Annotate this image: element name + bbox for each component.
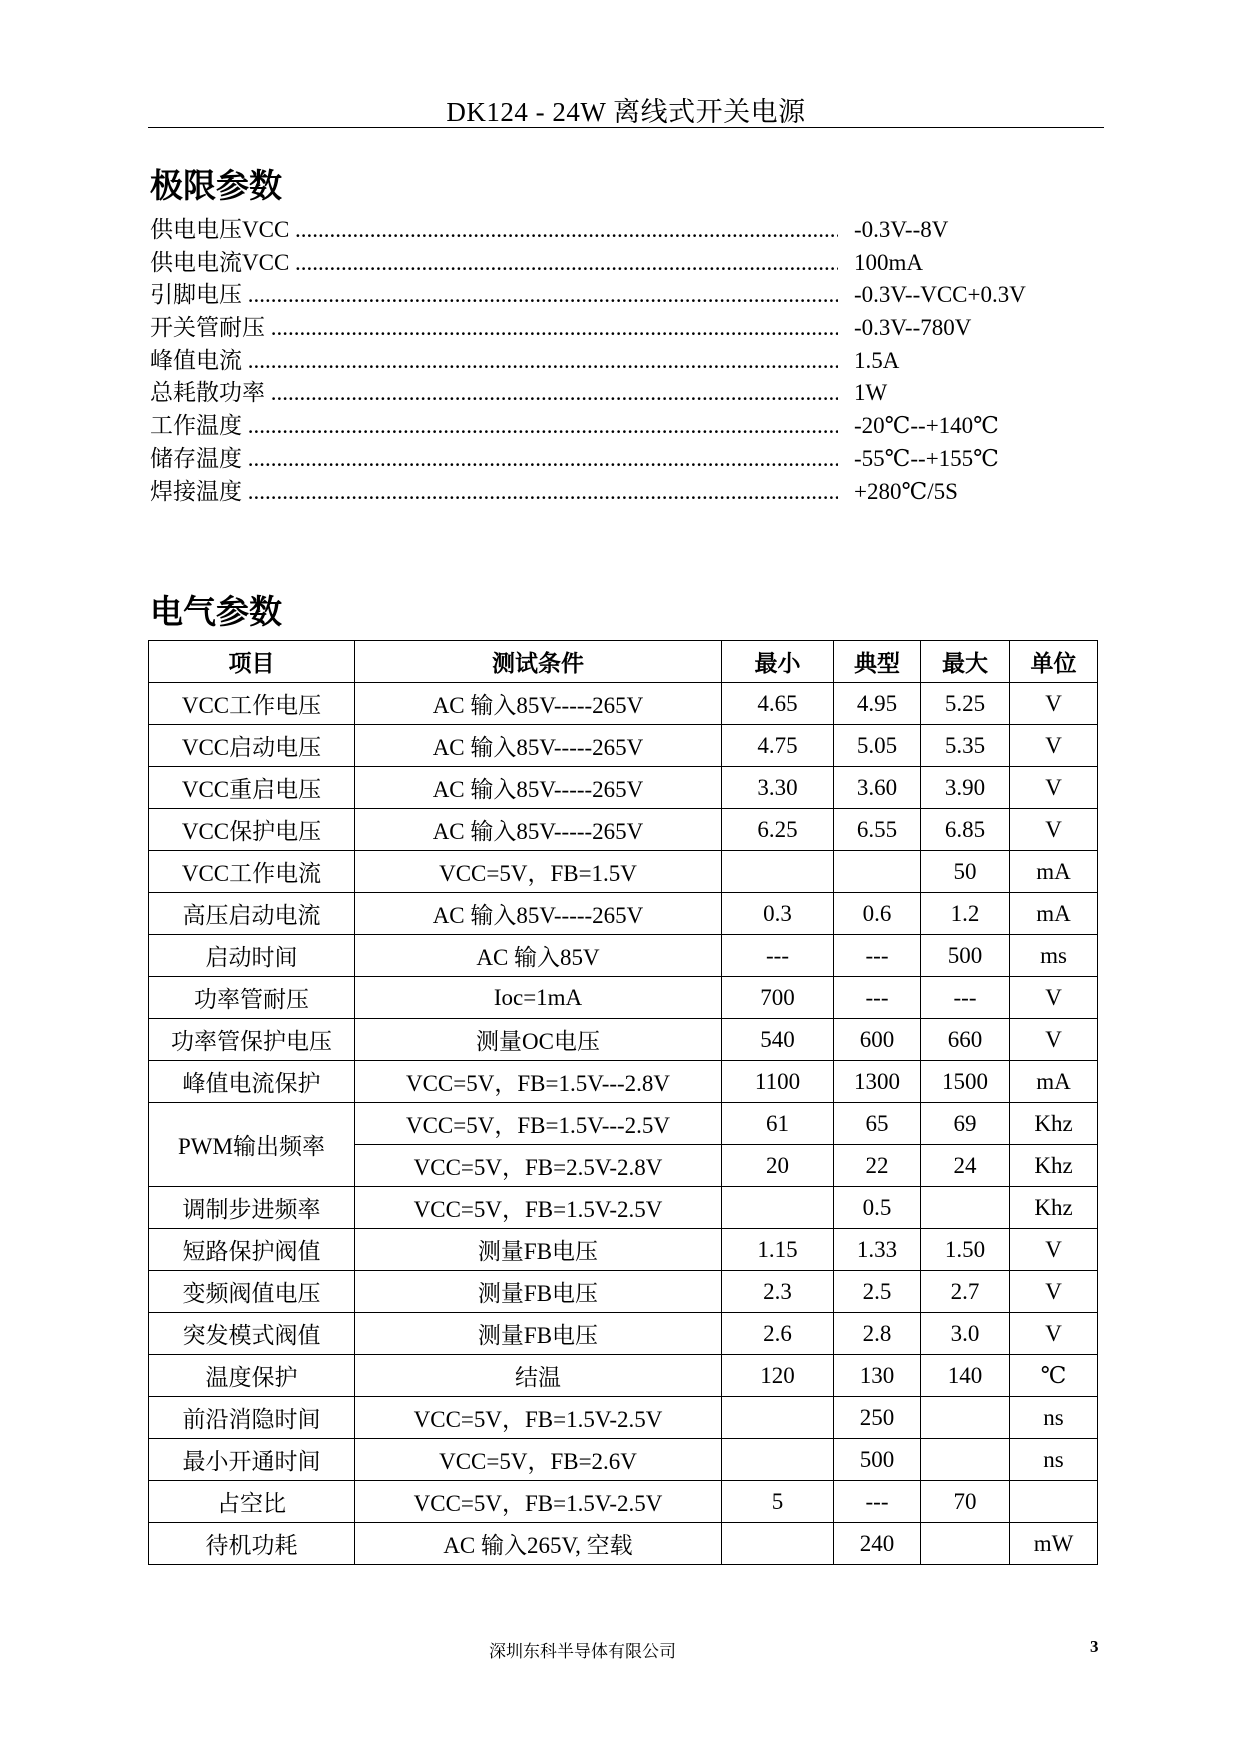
table-cell: 5.05	[834, 725, 921, 767]
table-cell: 结温	[355, 1355, 722, 1397]
table-cell: 0.6	[834, 893, 921, 935]
table-cell: mW	[1010, 1523, 1098, 1565]
table-cell	[722, 1397, 834, 1439]
limit-value: +280℃/5S	[854, 478, 958, 504]
limit-label: 工作温度 .....	[150, 410, 838, 443]
column-header: 单位	[1010, 641, 1098, 683]
table-cell: 功率管耐压	[149, 977, 355, 1019]
table-cell: 高压启动电流	[149, 893, 355, 935]
table-cell: 540	[722, 1019, 834, 1061]
table-cell: 5.35	[921, 725, 1010, 767]
table-cell	[834, 851, 921, 893]
table-row	[149, 1397, 1098, 1439]
table-cell: Khz	[1010, 1187, 1098, 1229]
table-cell: 温度保护	[149, 1355, 355, 1397]
table-cell: ---	[722, 935, 834, 977]
table-cell: 3.90	[921, 767, 1010, 809]
table-cell: AC 输入85V-----265V	[355, 683, 722, 725]
table-cell: 5.25	[921, 683, 1010, 725]
table-cell: 测量FB电压	[355, 1313, 722, 1355]
table-cell: Khz	[1010, 1103, 1098, 1145]
table-cell: 20	[722, 1145, 834, 1187]
table-cell	[921, 1523, 1010, 1565]
limit-item	[150, 443, 1050, 476]
table-cell: 24	[921, 1145, 1010, 1187]
table-cell: 4.65	[722, 683, 834, 725]
column-header: 典型	[834, 641, 921, 683]
table-cell: 140	[921, 1355, 1010, 1397]
table-cell: Khz	[1010, 1145, 1098, 1187]
limit-value: 1W	[854, 380, 888, 406]
table-cell: AC 输入265V, 空载	[355, 1523, 722, 1565]
table-row	[149, 935, 1098, 977]
electrical-heading: 电气参数	[150, 595, 282, 631]
table-cell	[722, 1187, 834, 1229]
table-cell: 前沿消隐时间	[149, 1397, 355, 1439]
table-row	[149, 1439, 1098, 1481]
table-cell: ℃	[1010, 1355, 1098, 1397]
table-cell: 69	[921, 1103, 1010, 1145]
table-cell: 6.55	[834, 809, 921, 851]
table-cell: VCC=5V，FB=1.5V-2.5V	[355, 1187, 722, 1229]
table-cell: 2.3	[722, 1271, 834, 1313]
table-cell	[722, 851, 834, 893]
table-cell: 240	[834, 1523, 921, 1565]
table-cell: 2.7	[921, 1271, 1010, 1313]
table-cell: 600	[834, 1019, 921, 1061]
table-cell: 测量FB电压	[355, 1271, 722, 1313]
table-cell: 功率管保护电压	[149, 1019, 355, 1061]
table-row	[149, 683, 1098, 725]
table-row	[149, 1271, 1098, 1313]
table-cell: 700	[722, 977, 834, 1019]
table-cell	[921, 1439, 1010, 1481]
table-cell: 测量FB电压	[355, 1229, 722, 1271]
limits-list	[150, 214, 1050, 508]
table-cell: ns	[1010, 1439, 1098, 1481]
table-cell: 65	[834, 1103, 921, 1145]
footer-company: 深圳东科半导体有限公司	[489, 1642, 676, 1661]
table-cell: V	[1010, 1271, 1098, 1313]
table-cell: 1.50	[921, 1229, 1010, 1271]
electrical-table	[148, 640, 1098, 1565]
table-cell: 1500	[921, 1061, 1010, 1103]
table-row	[149, 1019, 1098, 1061]
page-number: 3	[1090, 1637, 1099, 1656]
table-cell	[921, 1187, 1010, 1229]
column-header: 项目	[149, 641, 355, 683]
table-row	[149, 851, 1098, 893]
table-cell: 6.25	[722, 809, 834, 851]
table-cell	[722, 1523, 834, 1565]
table-cell: VCC保护电压	[149, 809, 355, 851]
limit-label: 峰值电流 .....	[150, 345, 838, 378]
table-cell: 2.6	[722, 1313, 834, 1355]
limit-value: 100mA	[854, 249, 923, 275]
table-cell: 峰值电流保护	[149, 1061, 355, 1103]
limit-label: 开关管耐压 .....	[150, 312, 838, 345]
table-cell: 1300	[834, 1061, 921, 1103]
table-cell: 待机功耗	[149, 1523, 355, 1565]
table-cell: V	[1010, 1019, 1098, 1061]
table-cell: 突发模式阀值	[149, 1313, 355, 1355]
table-cell: 3.0	[921, 1313, 1010, 1355]
table-cell: 3.60	[834, 767, 921, 809]
table-cell: AC 输入85V-----265V	[355, 767, 722, 809]
header-rule	[148, 127, 1104, 128]
limit-item	[150, 345, 1050, 378]
table-cell	[1010, 1481, 1098, 1523]
limit-item	[150, 410, 1050, 443]
table-cell: 测量OC电压	[355, 1019, 722, 1061]
table-cell: VCC=5V，FB=1.5V---2.8V	[355, 1061, 722, 1103]
table-cell: VCC=5V，FB=1.5V-2.5V	[355, 1397, 722, 1439]
limit-value: -0.3V--VCC+0.3V	[854, 282, 1026, 308]
table-cell: 120	[722, 1355, 834, 1397]
table-cell: 500	[921, 935, 1010, 977]
table-cell: ---	[921, 977, 1010, 1019]
table-cell: 4.75	[722, 725, 834, 767]
table-row	[149, 1481, 1098, 1523]
table-cell: ns	[1010, 1397, 1098, 1439]
limit-item	[150, 214, 1050, 247]
table-cell: VCC工作电压	[149, 683, 355, 725]
table-cell: 130	[834, 1355, 921, 1397]
limit-label: 焊接温度 .....	[150, 476, 838, 509]
limit-value: -0.3V--780V	[854, 315, 972, 341]
table-cell: VCC启动电压	[149, 725, 355, 767]
table-row	[149, 725, 1098, 767]
table-cell: V	[1010, 809, 1098, 851]
limit-value: 1.5A	[854, 347, 900, 373]
table-cell: 1.15	[722, 1229, 834, 1271]
table-row	[149, 1355, 1098, 1397]
table-cell: 1.33	[834, 1229, 921, 1271]
table-cell: ---	[834, 1481, 921, 1523]
table-row	[149, 809, 1098, 851]
limit-value: -20℃--+140℃	[854, 413, 999, 439]
table-cell: AC 输入85V	[355, 935, 722, 977]
table-cell: AC 输入85V-----265V	[355, 893, 722, 935]
table-cell: PWM输出频率	[149, 1103, 355, 1187]
table-cell: ms	[1010, 935, 1098, 977]
table-cell: mA	[1010, 893, 1098, 935]
table-cell: V	[1010, 725, 1098, 767]
table-row	[149, 1229, 1098, 1271]
table-cell: 250	[834, 1397, 921, 1439]
table-row	[149, 1523, 1098, 1565]
limit-item	[150, 279, 1050, 312]
table-cell: 2.8	[834, 1313, 921, 1355]
table-cell: 2.5	[834, 1271, 921, 1313]
table-cell: VCC=5V，FB=1.5V---2.5V	[355, 1103, 722, 1145]
table-cell: VCC=5V，FB=2.5V-2.8V	[355, 1145, 722, 1187]
table-cell: 1100	[722, 1061, 834, 1103]
table-cell: mA	[1010, 1061, 1098, 1103]
limit-label: 供电电流VCC .....	[150, 247, 838, 280]
limit-item	[150, 377, 1050, 410]
limit-value: -0.3V--8V	[854, 217, 949, 242]
table-cell: mA	[1010, 851, 1098, 893]
table-cell: ---	[834, 977, 921, 1019]
table-row	[149, 893, 1098, 935]
limit-label: 总耗散功率 .....	[150, 377, 838, 410]
table-row	[149, 1061, 1098, 1103]
table-cell: 61	[722, 1103, 834, 1145]
table-cell: 70	[921, 1481, 1010, 1523]
table-cell	[921, 1397, 1010, 1439]
table-cell: 短路保护阀值	[149, 1229, 355, 1271]
limit-item	[150, 247, 1050, 280]
document-title: DK124 - 24W 离线式开关电源	[446, 97, 806, 127]
table-cell: 启动时间	[149, 935, 355, 977]
table-cell: VCC=5V，FB=2.6V	[355, 1439, 722, 1481]
column-header: 测试条件	[355, 641, 722, 683]
table-cell: AC 输入85V-----265V	[355, 725, 722, 767]
table-cell: VCC重启电压	[149, 767, 355, 809]
table-row	[149, 767, 1098, 809]
table-cell: 5	[722, 1481, 834, 1523]
table-row	[149, 1103, 1098, 1145]
limits-heading: 极限参数	[150, 169, 282, 205]
limit-value: -55℃--+155℃	[854, 445, 999, 471]
table-cell: 变频阀值电压	[149, 1271, 355, 1313]
table-row	[149, 1313, 1098, 1355]
table-row	[149, 977, 1098, 1019]
table-cell: 50	[921, 851, 1010, 893]
table-cell: Ioc=1mA	[355, 977, 722, 1019]
table-cell: V	[1010, 767, 1098, 809]
table-cell: V	[1010, 1313, 1098, 1355]
table-row	[149, 1187, 1098, 1229]
table-cell	[722, 1439, 834, 1481]
table-cell: 4.95	[834, 683, 921, 725]
table-cell: 6.85	[921, 809, 1010, 851]
table-cell: V	[1010, 683, 1098, 725]
table-cell: AC 输入85V-----265V	[355, 809, 722, 851]
table-cell: VCC工作电流	[149, 851, 355, 893]
table-header-row	[149, 641, 1098, 683]
table-cell: VCC=5V，FB=1.5V	[355, 851, 722, 893]
column-header: 最大	[921, 641, 1010, 683]
table-cell: 最小开通时间	[149, 1439, 355, 1481]
table-cell: ---	[834, 935, 921, 977]
column-header: 最小	[722, 641, 834, 683]
table-cell: 1.2	[921, 893, 1010, 935]
table-cell: V	[1010, 1229, 1098, 1271]
limit-label: 储存温度 .....	[150, 443, 838, 476]
table-cell: 调制步进频率	[149, 1187, 355, 1229]
table-cell: 500	[834, 1439, 921, 1481]
limit-label: 供电电压VCC .....	[150, 214, 838, 247]
table-cell: 占空比	[149, 1481, 355, 1523]
table-cell: 0.3	[722, 893, 834, 935]
table-cell: VCC=5V，FB=1.5V-2.5V	[355, 1481, 722, 1523]
table-cell: V	[1010, 977, 1098, 1019]
limit-item	[150, 312, 1050, 345]
limit-label: 引脚电压 .....	[150, 279, 838, 312]
table-cell: 0.5	[834, 1187, 921, 1229]
limit-item	[150, 476, 1050, 509]
table-cell: 660	[921, 1019, 1010, 1061]
table-cell: 3.30	[722, 767, 834, 809]
table-cell: 22	[834, 1145, 921, 1187]
